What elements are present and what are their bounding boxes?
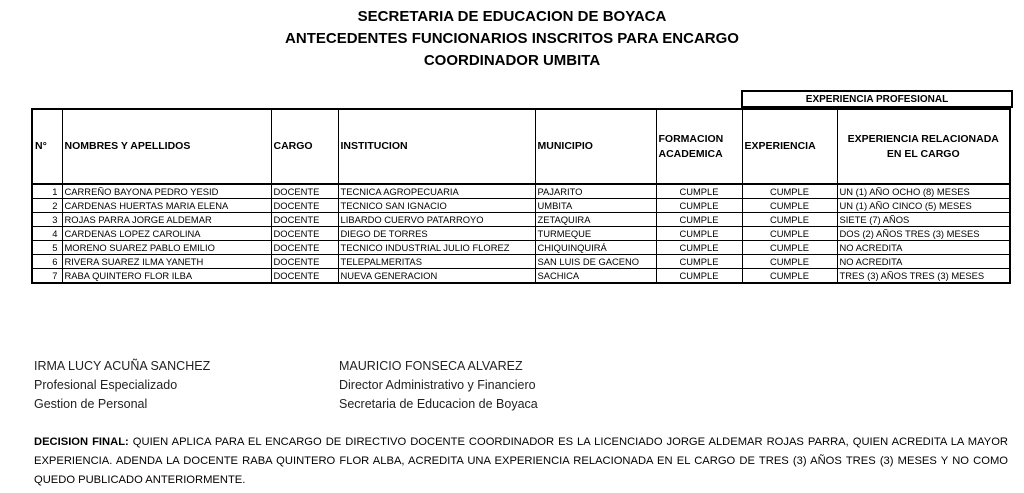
col-header-institucion: INSTITUCION	[338, 109, 535, 184]
final-decision	[34, 433, 1008, 490]
cell-num: 2	[32, 199, 62, 213]
table-row	[32, 184, 1010, 199]
cell-formacion: CUMPLE	[656, 227, 742, 241]
cell-relacionada: TRES (3) AÑOS TRES (3) MESES	[837, 269, 1010, 284]
signer-name: IRMA LUCY ACUÑA SANCHEZ	[34, 359, 211, 373]
cell-experiencia: CUMPLE	[742, 184, 837, 199]
table-header-row	[32, 109, 1010, 184]
cell-name: MORENO SUAREZ PABLO EMILIO	[62, 241, 271, 255]
cell-cargo: DOCENTE	[271, 241, 338, 255]
cell-cargo: DOCENTE	[271, 213, 338, 227]
cell-municipio: PAJARITO	[535, 184, 656, 199]
cell-formacion: CUMPLE	[656, 255, 742, 269]
table-row	[32, 213, 1010, 227]
cell-municipio: SAN LUIS DE GACENO	[535, 255, 656, 269]
cell-name: RABA QUINTERO FLOR ILBA	[62, 269, 271, 284]
cell-experiencia: CUMPLE	[742, 255, 837, 269]
cell-experiencia: CUMPLE	[742, 269, 837, 284]
table-row	[32, 255, 1010, 269]
cell-experiencia: CUMPLE	[742, 199, 837, 213]
signer-office: Secretaria de Educacion de Boyaca	[339, 397, 538, 411]
cell-num: 3	[32, 213, 62, 227]
cell-relacionada: NO ACREDITA	[837, 255, 1010, 269]
cell-cargo: DOCENTE	[271, 269, 338, 284]
signature-block-1	[34, 357, 210, 414]
cell-institucion: NUEVA GENERACION	[338, 269, 535, 284]
col-header-name: NOMBRES Y APELLIDOS	[62, 109, 271, 184]
cell-experiencia: CUMPLE	[742, 213, 837, 227]
signer-name: MAURICIO FONSECA ALVAREZ	[339, 359, 523, 373]
col-header-experiencia: EXPERIENCIA	[742, 109, 837, 184]
cell-name: RIVERA SUAREZ ILMA YANETH	[62, 255, 271, 269]
cell-name: CARDENAS HUERTAS MARIA ELENA	[62, 199, 271, 213]
cell-municipio: ZETAQUIRA	[535, 213, 656, 227]
table-row	[32, 199, 1010, 213]
cell-name: CARDENAS LOPEZ CAROLINA	[62, 227, 271, 241]
cell-cargo: DOCENTE	[271, 199, 338, 213]
cell-municipio: SACHICA	[535, 269, 656, 284]
cell-cargo: DOCENTE	[271, 255, 338, 269]
table-row	[32, 241, 1010, 255]
cell-municipio: UMBITA	[535, 199, 656, 213]
table-row	[32, 227, 1010, 241]
cell-num: 7	[32, 269, 62, 284]
cell-relacionada: DOS (2) AÑOS TRES (3) MESES	[837, 227, 1010, 241]
col-header-formacion: FORMACION ACADEMICA	[656, 109, 742, 184]
cell-relacionada: UN (1) AÑO CINCO (5) MESES	[837, 199, 1010, 213]
decision-label: DECISION FINAL:	[34, 436, 129, 448]
col-header-municipio: MUNICIPIO	[535, 109, 656, 184]
candidates-table	[31, 108, 1011, 284]
signature-block-2	[339, 357, 538, 414]
cell-num: 6	[32, 255, 62, 269]
cell-formacion: CUMPLE	[656, 184, 742, 199]
signer-role: Director Administrativo y Financiero	[339, 378, 536, 392]
cell-institucion: TECNICO SAN IGNACIO	[338, 199, 535, 213]
cell-num: 1	[32, 184, 62, 199]
cell-institucion: TECNICO INDUSTRIAL JULIO FLOREZ	[338, 241, 535, 255]
col-header-cargo: CARGO	[271, 109, 338, 184]
experience-group-header: EXPERIENCIA PROFESIONAL	[741, 90, 1013, 108]
cell-municipio: CHIQUINQUIRÁ	[535, 241, 656, 255]
cell-name: CARREÑO BAYONA PEDRO YESID	[62, 184, 271, 199]
cell-name: ROJAS PARRA JORGE ALDEMAR	[62, 213, 271, 227]
col-header-num: N°	[32, 109, 62, 184]
cell-num: 5	[32, 241, 62, 255]
signer-role: Profesional Especializado	[34, 378, 178, 392]
cell-cargo: DOCENTE	[271, 184, 338, 199]
cell-institucion: TECNICA AGROPECUARIA	[338, 184, 535, 199]
cell-formacion: CUMPLE	[656, 213, 742, 227]
cell-num: 4	[32, 227, 62, 241]
cell-experiencia: CUMPLE	[742, 241, 837, 255]
document-title: SECRETARIA DE EDUCACION DE BOYACA	[357, 8, 667, 25]
cell-relacionada: UN (1) AÑO OCHO (8) MESES	[837, 184, 1010, 199]
cell-municipio: TURMEQUE	[535, 227, 656, 241]
decision-text: QUIEN APLICA PARA EL ENCARGO DE DIRECTIVO DOCENTE COORDINADOR ES LA LICENCIADO JORGE ALDEMAR ROJAS PARRA, QUIEN ACREDITA LA MAYOR EXPERIENCIA. ADENDA LA DOCENTE RABA QUINTERO FLOR ALBA, ACREDITA UNA EXPERIENCIA RELACIONADA EN EL CARGO DE TRES (3) AÑOS TRES (3) MESES Y NO COMO QUEDO PUBLICADO ANTERIORMENTE.	[34, 436, 1008, 486]
cell-cargo: DOCENTE	[271, 227, 338, 241]
cell-relacionada: SIETE (7) AÑOS	[837, 213, 1010, 227]
table-row	[32, 269, 1010, 284]
cell-formacion: CUMPLE	[656, 199, 742, 213]
cell-experiencia: CUMPLE	[742, 227, 837, 241]
document-subtitle: ANTECEDENTES FUNCIONARIOS INSCRITOS PARA ENCARGO	[285, 30, 739, 47]
col-header-relacionada: EXPERIENCIA RELACIONADA EN EL CARGO	[837, 109, 1010, 184]
cell-institucion: TELEPALMERITAS	[338, 255, 535, 269]
cell-institucion: DIEGO DE TORRES	[338, 227, 535, 241]
cell-formacion: CUMPLE	[656, 269, 742, 284]
cell-relacionada: NO ACREDITA	[837, 241, 1010, 255]
document-subtitle-position: COORDINADOR UMBITA	[423, 52, 601, 69]
signer-office: Gestion de Personal	[34, 397, 148, 411]
cell-institucion: LIBARDO CUERVO PATARROYO	[338, 213, 535, 227]
cell-formacion: CUMPLE	[656, 241, 742, 255]
